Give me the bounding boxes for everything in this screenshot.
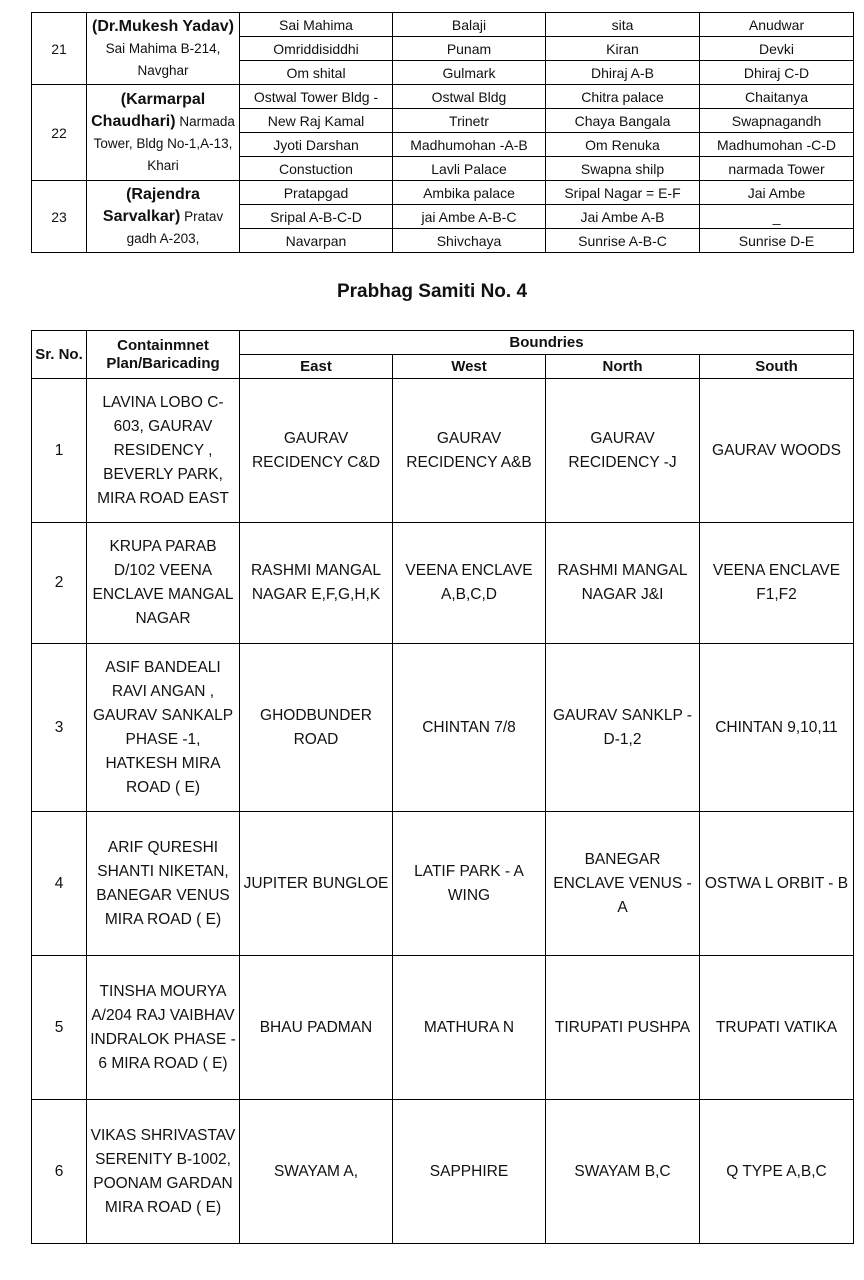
serial-number: 3: [32, 644, 87, 812]
officer-name: (Rajendra Sarvalkar): [102, 185, 200, 225]
west-boundary: CHINTAN 7/8: [393, 644, 546, 812]
table-cell: _: [700, 205, 854, 229]
table-cell: Jyoti Darshan: [240, 133, 393, 157]
table-row: [32, 644, 854, 812]
west-boundary: VEENA ENCLAVE A,B,C,D: [393, 523, 546, 644]
ward-boundary-table: [31, 12, 854, 253]
containment-plan: ARIF QURESHI SHANTI NIKETAN, BANEGAR VENUS MIRA ROAD ( E): [87, 812, 240, 956]
containment-plan: LAVINA LOBO C-603, GAURAV RESIDENCY , BEVERLY PARK, MIRA ROAD EAST: [87, 379, 240, 523]
table-cell: Ostwal Tower Bldg -: [240, 85, 393, 109]
table-cell: Lavli Palace: [393, 157, 546, 181]
table-row: [32, 379, 854, 523]
serial-number: 1: [32, 379, 87, 523]
header-sr-no: Sr. No.: [32, 331, 87, 379]
south-boundary: GAURAV WOODS: [700, 379, 854, 523]
table-cell: Constuction: [240, 157, 393, 181]
table-row: [32, 956, 854, 1100]
containment-table: [31, 330, 854, 1244]
header-east: East: [240, 355, 393, 379]
east-boundary: JUPITER BUNGLOE: [240, 812, 393, 956]
header-north: North: [546, 355, 700, 379]
table-cell: narmada Tower: [700, 157, 854, 181]
containment-plan: TINSHA MOURYA A/204 RAJ VAIBHAV INDRALOK PHASE - 6 MIRA ROAD ( E): [87, 956, 240, 1100]
table-cell: Om shital: [240, 61, 393, 85]
table-cell: Pratapgad: [240, 181, 393, 205]
table-cell: Sai Mahima: [240, 13, 393, 37]
table-cell: Balaji: [393, 13, 546, 37]
table-cell: Dhiraj A-B: [546, 61, 700, 85]
officer-name: (Dr.Mukesh Yadav): [92, 17, 234, 35]
table-cell: Madhumohan -A-B: [393, 133, 546, 157]
containment-plan: VIKAS SHRIVASTAV SERENITY B-1002, POONAM GARDAN MIRA ROAD ( E): [87, 1100, 240, 1244]
serial-number: 2: [32, 523, 87, 644]
header-row: [32, 331, 854, 355]
address: Narmada Tower, Bldg No-1,A-13, Khari: [93, 113, 235, 173]
west-boundary: LATIF PARK - A WING: [393, 812, 546, 956]
address: Pratav gadh A-203,: [126, 208, 224, 246]
table-cell: Jai Ambe A-B: [546, 205, 700, 229]
table-cell: New Raj Kamal: [240, 109, 393, 133]
table-cell: Shivchaya: [393, 229, 546, 253]
table-row: [32, 812, 854, 956]
header-containment-plan: Containmnet Plan/Baricading: [87, 331, 240, 379]
east-boundary: RASHMI MANGAL NAGAR E,F,G,H,K: [240, 523, 393, 644]
containment-plan: ASIF BANDEALI RAVI ANGAN , GAURAV SANKALP PHASE -1, HATKESH MIRA ROAD ( E): [87, 644, 240, 812]
table-cell: Chaitanya: [700, 85, 854, 109]
serial-number: 21: [32, 13, 87, 85]
west-boundary: GAURAV RECIDENCY A&B: [393, 379, 546, 523]
table-cell: Madhumohan -C-D: [700, 133, 854, 157]
table-cell: Sripal Nagar = E-F: [546, 181, 700, 205]
north-boundary: SWAYAM B,C: [546, 1100, 700, 1244]
south-boundary: CHINTAN 9,10,11: [700, 644, 854, 812]
table-cell: Swapna shilp: [546, 157, 700, 181]
table-cell: Chaya Bangala: [546, 109, 700, 133]
serial-number: 4: [32, 812, 87, 956]
east-boundary: BHAU PADMAN: [240, 956, 393, 1100]
serial-number: 5: [32, 956, 87, 1100]
table-cell: Sripal A-B-C-D: [240, 205, 393, 229]
address: Sai Mahima B-214, Navghar: [105, 40, 221, 78]
officer-name: (Karmarpal Chaudhari): [91, 90, 206, 130]
table-cell: Punam: [393, 37, 546, 61]
containment-plan: KRUPA PARAB D/102 VEENA ENCLAVE MANGAL NAGAR: [87, 523, 240, 644]
table-cell: Trinetr: [393, 109, 546, 133]
table-row: [32, 13, 854, 37]
table-cell: Navarpan: [240, 229, 393, 253]
south-boundary: Q TYPE A,B,C: [700, 1100, 854, 1244]
serial-number: 23: [32, 181, 87, 253]
table-cell: Sunrise D-E: [700, 229, 854, 253]
table-cell: Ostwal Bldg: [393, 85, 546, 109]
table-cell: Jai Ambe: [700, 181, 854, 205]
table-cell: Chitra palace: [546, 85, 700, 109]
table-row: [32, 523, 854, 644]
table-cell: Swapnagandh: [700, 109, 854, 133]
south-boundary: VEENA ENCLAVE F1,F2: [700, 523, 854, 644]
header-west: West: [393, 355, 546, 379]
table-cell: Om Renuka: [546, 133, 700, 157]
west-boundary: SAPPHIRE: [393, 1100, 546, 1244]
north-boundary: RASHMI MANGAL NAGAR J&I: [546, 523, 700, 644]
table-cell: Omriddisiddhi: [240, 37, 393, 61]
west-boundary: MATHURA N: [393, 956, 546, 1100]
north-boundary: TIRUPATI PUSHPA: [546, 956, 700, 1100]
header-boundries: Boundries: [240, 331, 854, 355]
north-boundary: BANEGAR ENCLAVE VENUS - A: [546, 812, 700, 956]
containment-plan: [87, 181, 240, 253]
table-row: [32, 1100, 854, 1244]
table-cell: Dhiraj C-D: [700, 61, 854, 85]
containment-plan: [87, 13, 240, 85]
table-cell: Ambika palace: [393, 181, 546, 205]
south-boundary: TRUPATI VATIKA: [700, 956, 854, 1100]
table-cell: Anudwar: [700, 13, 854, 37]
table-cell: sita: [546, 13, 700, 37]
table-row: [32, 181, 854, 205]
table-cell: Gulmark: [393, 61, 546, 85]
south-boundary: OSTWA L ORBIT - B: [700, 812, 854, 956]
table-cell: Kiran: [546, 37, 700, 61]
containment-plan: [87, 85, 240, 181]
east-boundary: SWAYAM A,: [240, 1100, 393, 1244]
east-boundary: GAURAV RECIDENCY C&D: [240, 379, 393, 523]
north-boundary: GAURAV RECIDENCY -J: [546, 379, 700, 523]
serial-number: 22: [32, 85, 87, 181]
table-row: [32, 85, 854, 109]
section-heading: Prabhag Samiti No. 4: [336, 281, 528, 302]
table-cell: Devki: [700, 37, 854, 61]
table-cell: Sunrise A-B-C: [546, 229, 700, 253]
header-south: South: [700, 355, 854, 379]
serial-number: 6: [32, 1100, 87, 1244]
table-cell: jai Ambe A-B-C: [393, 205, 546, 229]
east-boundary: GHODBUNDER ROAD: [240, 644, 393, 812]
north-boundary: GAURAV SANKLP - D-1,2: [546, 644, 700, 812]
